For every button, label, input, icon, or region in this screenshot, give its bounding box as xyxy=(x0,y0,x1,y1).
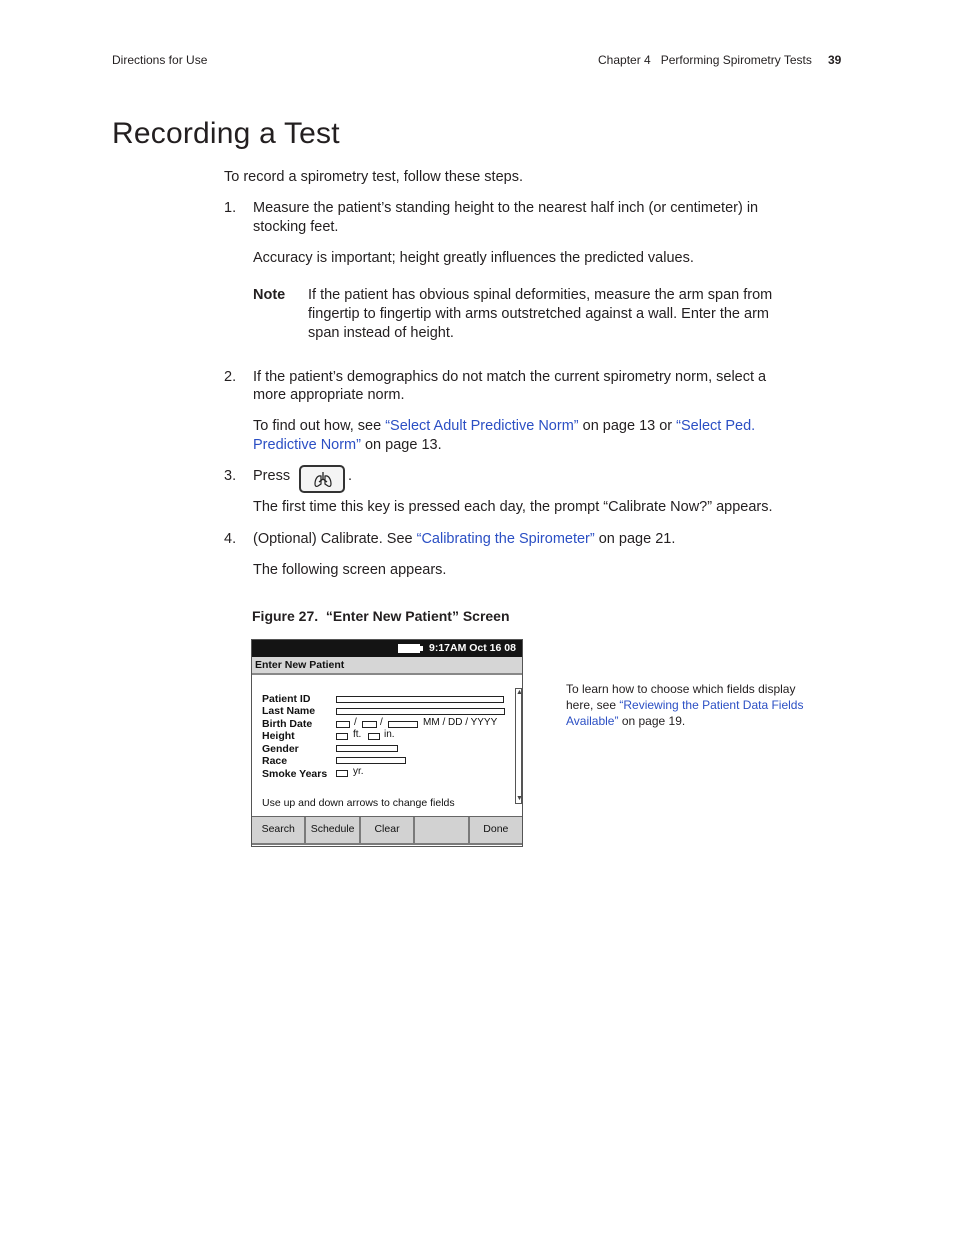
field-label-race: Race xyxy=(262,755,288,767)
step-2-find-line-2 xyxy=(253,436,442,455)
softkey-clear[interactable]: Clear xyxy=(361,817,415,845)
smoke-years-unit: yr. xyxy=(353,766,364,777)
find-prefix-text: To find out how, see xyxy=(253,418,386,434)
screen-title-bar xyxy=(252,657,522,675)
link-select-ped-norm-part-1[interactable]: “Select Ped. xyxy=(676,418,756,434)
lungs-icon xyxy=(313,471,333,488)
link-reviewing-fields-part-2[interactable]: Available” xyxy=(566,714,619,728)
step-4-prefix: (Optional) Calibrate. See xyxy=(253,531,417,547)
step-3-paragraph: The first time this key is pressed each day, the prompt “Calibrate Now?” appears. xyxy=(253,499,773,515)
softkey-bar xyxy=(252,816,522,847)
scrollbar[interactable] xyxy=(515,688,522,804)
step-4-line xyxy=(253,530,675,549)
spirometry-key-button[interactable] xyxy=(299,465,345,493)
gender-field[interactable] xyxy=(336,745,398,752)
field-label-gender: Gender xyxy=(262,743,299,755)
screen-title: Enter New Patient xyxy=(255,659,345,671)
birth-month-field[interactable] xyxy=(336,721,350,728)
side-note-line-3 xyxy=(566,713,806,729)
field-label-patient-id: Patient ID xyxy=(262,693,311,705)
step-2-number: 2. xyxy=(224,369,237,385)
side-note-line-1: To learn how to choose which fields display xyxy=(566,682,796,696)
softkey-search[interactable]: Search xyxy=(252,817,306,845)
date-format-hint: MM / DD / YYYY xyxy=(423,717,498,728)
field-label-birth-date: Birth Date xyxy=(262,718,313,730)
battery-icon xyxy=(398,644,420,653)
step-1-paragraph: Accuracy is important; height greatly influences the predicted values. xyxy=(253,250,694,266)
height-feet-unit: ft. xyxy=(353,729,362,740)
height-feet-field[interactable] xyxy=(336,733,348,740)
link-calibrating-spirometer[interactable]: “Calibrating the Spirometer” xyxy=(416,531,595,547)
side-note-suffix: on page 19. xyxy=(618,714,686,728)
birth-day-field[interactable] xyxy=(362,721,377,728)
softkey-schedule[interactable]: Schedule xyxy=(306,817,360,845)
page-number: 39 xyxy=(828,53,842,67)
step-1-line-1: Measure the patient’s standing height to the nearest half inch (or centimeter) in xyxy=(253,200,759,216)
running-header-left: Directions for Use xyxy=(112,53,208,67)
note-label: Note xyxy=(253,287,286,303)
link-select-ped-norm-part-2[interactable]: Predictive Norm” xyxy=(253,437,361,453)
field-label-smoke-years: Smoke Years xyxy=(262,768,328,780)
find-mid-text: on page 13 or xyxy=(578,418,677,434)
height-inches-unit: in. xyxy=(384,729,395,740)
patient-id-field[interactable] xyxy=(336,696,504,703)
step-2-line-2: more appropriate norm. xyxy=(253,387,405,403)
step-3-press-text: Press xyxy=(253,468,291,484)
step-4-suffix: on page 21. xyxy=(594,531,676,547)
step-3-number: 3. xyxy=(224,468,237,484)
link-select-adult-norm[interactable]: “Select Adult Predictive Norm” xyxy=(385,418,579,434)
smoke-years-field[interactable] xyxy=(336,770,348,777)
screen-hint-text: Use up and down arrows to change fields xyxy=(262,797,455,809)
step-3-period: . xyxy=(348,468,353,484)
birth-year-field[interactable] xyxy=(388,721,418,728)
step-1-number: 1. xyxy=(224,200,237,216)
step-1-line-2: stocking feet. xyxy=(253,219,339,235)
battery-tip xyxy=(420,646,423,651)
date-separator-2: / xyxy=(380,717,383,728)
intro-text: To record a spirometry test, follow these steps. xyxy=(224,169,523,185)
note-line-2: fingertip to fingertip with arms outstretched against a wall. Enter the arm xyxy=(308,306,769,322)
softkey-done[interactable]: Done xyxy=(470,817,522,845)
page-title: Recording a Test xyxy=(112,117,340,150)
find-suffix-text: on page 13. xyxy=(360,437,442,453)
scroll-up-icon[interactable]: ▲ xyxy=(516,689,523,696)
scroll-down-icon[interactable]: ▼ xyxy=(516,795,523,802)
step-4-number: 4. xyxy=(224,531,237,547)
side-note xyxy=(566,681,806,729)
note-line-1: If the patient has obvious spinal deformities, measure the arm span from xyxy=(308,287,773,303)
note-line-3: span instead of height. xyxy=(308,325,454,341)
field-label-last-name: Last Name xyxy=(262,705,316,717)
last-name-field[interactable] xyxy=(336,708,505,715)
step-4-paragraph: The following screen appears. xyxy=(253,562,447,578)
race-field[interactable] xyxy=(336,757,406,764)
step-2-find-line-1 xyxy=(253,417,755,436)
status-time: 9:17AM Oct 16 08 xyxy=(429,642,516,654)
height-inches-field[interactable] xyxy=(368,733,380,740)
date-separator-1: / xyxy=(354,717,357,728)
figure-caption: Figure 27. “Enter New Patient” Screen xyxy=(252,608,510,624)
enter-new-patient-screen xyxy=(251,639,523,847)
field-label-height: Height xyxy=(262,730,295,742)
side-note-line-2 xyxy=(566,697,806,713)
softkey-blank[interactable] xyxy=(415,817,469,845)
step-2-line-1: If the patient’s demographics do not match the current spirometry norm, select a xyxy=(253,369,767,385)
link-reviewing-fields-part-1[interactable]: “Reviewing the Patient Data Fields xyxy=(619,698,804,712)
status-bar xyxy=(252,640,522,657)
running-header-chapter: Chapter 4 Performing Spirometry Tests xyxy=(598,53,812,67)
side-note-prefix: here, see xyxy=(566,698,620,712)
